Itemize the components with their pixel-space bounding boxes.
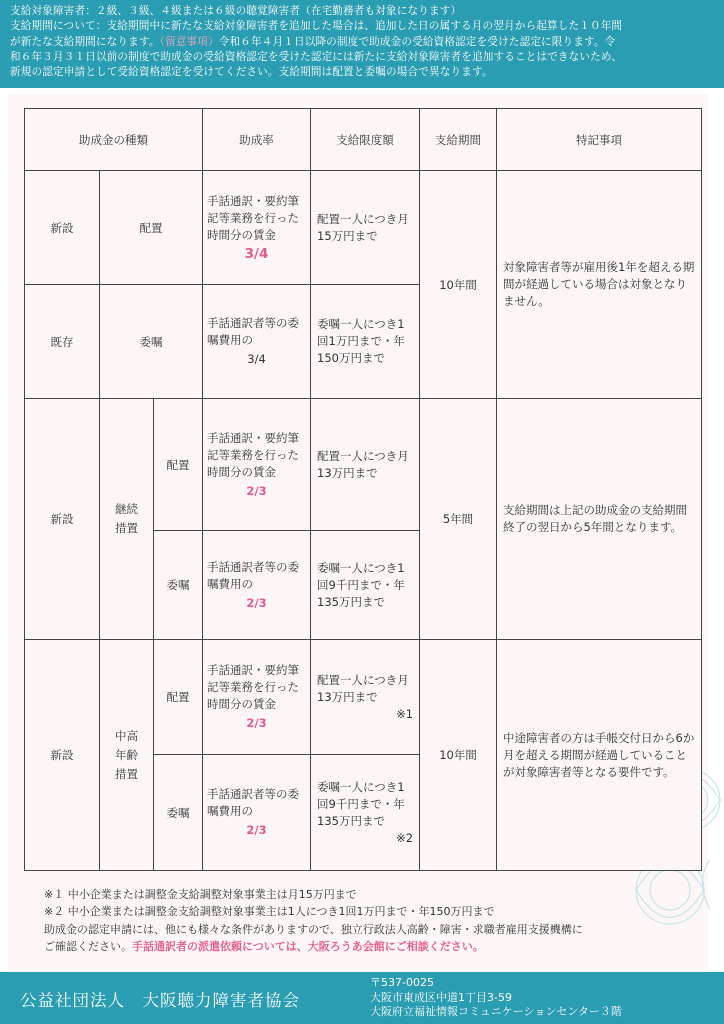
footer-banner xyxy=(0,972,724,1024)
rate-text: 手話通訳・要約筆記等業務を行った時間分の賃金 xyxy=(207,430,300,479)
rate-text: 手話通訳者等の委嘱費用の xyxy=(207,787,300,818)
footnotes xyxy=(44,886,684,956)
footnote-2: ※２ 中小企業または調整金支給調整対象事業主は1人につき1回1万円まで・年150万円まで xyxy=(44,905,495,919)
limit-cell: 委嘱一人につき1回1万円まで・年150万円まで xyxy=(311,285,420,399)
category-cell: 新設 xyxy=(25,171,100,285)
rate-fraction: 3/4 xyxy=(244,245,269,262)
period-line: 支給期間について：支給期間中に新たな支給対象障害者を追加した場合は、追加した日の属する月の翌月から起算した１０年間 xyxy=(10,20,623,33)
rate-cell xyxy=(203,640,311,755)
period-line-b: 令和６年４月１日以降の制度で助成金の受給資格認定を受けた認定に限ります。令 xyxy=(218,35,616,48)
measure-cell xyxy=(100,399,154,640)
period-cell: 5年間 xyxy=(420,399,497,640)
kind-cell: 委嘱 xyxy=(100,285,203,399)
period-line-a: が新たな支給期間になります。 xyxy=(10,35,160,48)
rate-cell xyxy=(203,285,311,399)
period-cell: 10年間 xyxy=(420,640,497,871)
footnote-4-text: ご確認ください。 xyxy=(44,940,132,954)
footnote-4 xyxy=(44,938,684,955)
footnote-3: 助成金の認定申請には、他にも様々な条件がありますので、独立行政法人高齢・障害・求職者雇用支援機構に xyxy=(44,922,583,936)
header-row xyxy=(25,109,702,171)
rate-fraction: 2/3 xyxy=(246,716,267,730)
rate-cell xyxy=(203,531,311,640)
note-cell: 対象障害者等が雇用後1年を超える期間が経過している場合は対象となりません。 xyxy=(497,171,702,399)
organization-name: 公益社団法人 大阪聴力障害者協会 xyxy=(20,991,300,1010)
rate-fraction: 2/3 xyxy=(246,483,267,498)
kind-cell: 配置 xyxy=(154,640,203,755)
kind-cell: 配置 xyxy=(100,171,203,285)
caution-label: （留意事項） xyxy=(159,35,219,48)
table-row xyxy=(25,399,702,531)
table-row xyxy=(25,640,702,755)
period-line-4: 和６年３月３１日以前の制度で助成金の受給資格認定を受けた認定には新たに支給対象障害者を追加することはできないため、 xyxy=(10,50,622,63)
kind-cell: 委嘱 xyxy=(154,755,203,871)
limit-text: 配置一人につき月13万円まで xyxy=(317,672,409,704)
period-cell: 10年間 xyxy=(420,171,497,399)
grant-table xyxy=(24,108,702,871)
category-cell: 既存 xyxy=(25,285,100,399)
note-cell: 支給期間は上記の助成金の支給期間終了の翌日から5年間となります。 xyxy=(497,399,702,640)
note-cell: 中途障害者の方は手帳交付日から6か月を超える期間が経過していることが対象障害者等となる要件です。 xyxy=(497,640,702,871)
rate-fraction: 2/3 xyxy=(246,595,267,610)
period-line-5: 新規の認定申請として受給資格認定を受けてください。支給期間は配置と委嘱の場合で異なります。 xyxy=(10,66,493,79)
rate-fraction: 2/3 xyxy=(246,823,267,837)
kind-cell: 配置 xyxy=(154,399,203,531)
rate-cell xyxy=(203,755,311,871)
header-notes: 特記事項 xyxy=(497,109,702,171)
eligibility-line: 支給対象障害者：２級、３級、４級または６級の聴覚障害者（在宅勤務者も対象になります） xyxy=(10,5,462,17)
limit-text: 委嘱一人につき1回9千円まで・年135万円まで xyxy=(317,779,405,828)
postal-code: 〒537-0025 xyxy=(370,976,434,989)
rate-text: 手話通訳・要約筆記等業務を行った時間分の賃金 xyxy=(207,193,300,242)
limit-cell: 委嘱一人につき1回9千円まで・年135万円まで xyxy=(311,531,420,640)
footnote-ref: ※1 xyxy=(396,706,414,721)
rate-fraction: 3/4 xyxy=(247,352,266,366)
rate-cell xyxy=(203,399,311,531)
top-banner xyxy=(0,0,724,88)
header-type: 助成金の種類 xyxy=(25,109,203,171)
footnote-1: ※１ 中小企業または調整金支給調整対象事業主は月15万円まで xyxy=(44,888,357,901)
footnote-highlight: 手話通訳者の派遣依頼については、大阪ろうあ会館にご相談ください。 xyxy=(132,940,484,954)
header-limit: 支給限度額 xyxy=(311,109,420,171)
category-cell: 新設 xyxy=(25,640,100,871)
header-period: 支給期間 xyxy=(420,109,497,171)
address-block xyxy=(370,976,622,1020)
measure-label: 中高年齢措置 xyxy=(115,728,138,781)
kind-cell: 委嘱 xyxy=(154,531,203,640)
address-line-2: 大阪府立福祉情報コミュニケーションセンター３階 xyxy=(370,1005,622,1018)
limit-cell: 配置一人につき月15万円まで xyxy=(311,171,420,285)
footnote-ref: ※2 xyxy=(396,830,414,845)
period-line-cont xyxy=(10,35,714,50)
measure-cell xyxy=(100,640,154,871)
rate-cell xyxy=(203,171,311,285)
table-row xyxy=(25,171,702,285)
header-rate: 助成率 xyxy=(203,109,311,171)
limit-cell xyxy=(311,640,420,755)
rate-text: 手話通訳者等の委嘱費用の xyxy=(207,559,300,591)
category-cell: 新設 xyxy=(25,399,100,640)
rate-text: 手話通訳者等の委嘱費用の xyxy=(207,316,300,347)
address-line-1: 大阪市東成区中道1丁目3-59 xyxy=(370,990,512,1004)
measure-label: 継続措置 xyxy=(115,502,138,535)
limit-cell: 配置一人につき月13万円まで xyxy=(311,399,420,531)
limit-cell xyxy=(311,755,420,871)
rate-text: 手話通訳・要約筆記等業務を行った時間分の賃金 xyxy=(207,663,300,711)
